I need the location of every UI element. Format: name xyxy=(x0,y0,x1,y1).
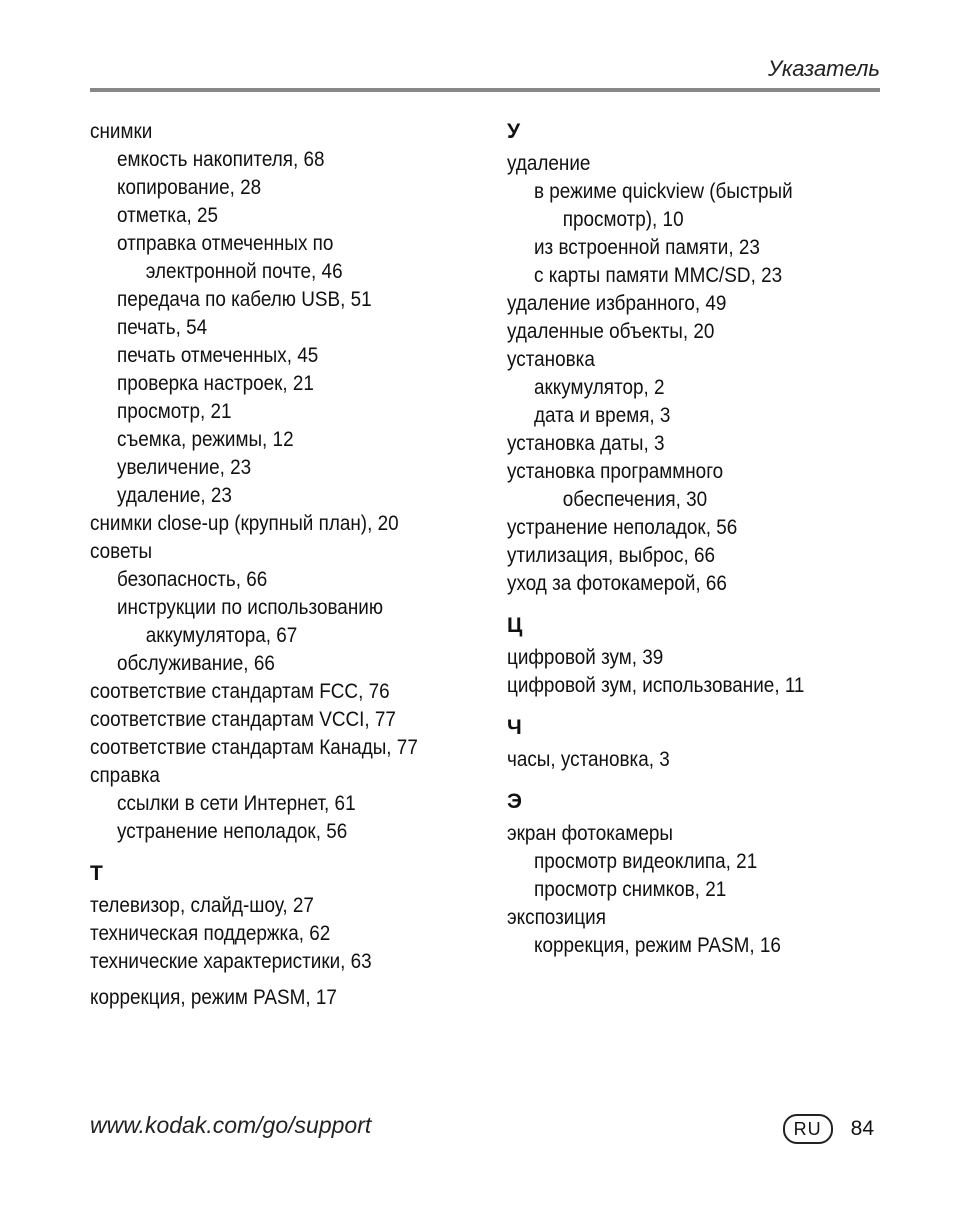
index-entry: техническая поддержка, 62 xyxy=(90,922,331,945)
index-entry: устранение неполадок, 56 xyxy=(507,516,738,539)
index-entry: справка xyxy=(90,764,160,787)
index-entry: установка программного xyxy=(507,460,724,483)
index-entry: соответствие стандартам FCC, 76 xyxy=(90,680,390,703)
index-subentry: инструкции по использованию xyxy=(117,596,384,619)
index-entry: удаление избранного, 49 xyxy=(507,292,727,315)
index-entry: установка xyxy=(507,348,595,371)
index-subentry: в режиме quickview (быстрый xyxy=(534,180,793,203)
index-subentry: удаление, 23 xyxy=(117,484,232,507)
index-entry: часы, установка, 3 xyxy=(507,748,670,771)
index-subentry: увеличение, 23 xyxy=(117,456,252,479)
index-subentry-continued: аккумулятора, 67 xyxy=(145,624,298,647)
index-subentry: дата и время, 3 xyxy=(534,404,671,427)
index-entry: удаление xyxy=(507,152,591,175)
index-entry: экран фотокамеры xyxy=(507,822,674,845)
index-subentry: коррекция, режим PASM, 16 xyxy=(534,934,781,957)
header-divider xyxy=(90,88,880,92)
index-letter-heading: Т xyxy=(90,862,103,885)
index-subentry: печать отмеченных, 45 xyxy=(117,344,319,367)
index-entry: утилизация, выброс, 66 xyxy=(507,544,715,567)
index-subentry: безопасность, 66 xyxy=(117,568,268,591)
index-subentry: из встроенной памяти, 23 xyxy=(534,236,760,259)
footer-page-info xyxy=(783,1114,874,1144)
index-letter-heading: У xyxy=(507,120,521,143)
index-entry: советы xyxy=(90,540,153,563)
index-entry: телевизор, слайд-шоу, 27 xyxy=(90,894,314,917)
index-subentry: аккумулятор, 2 xyxy=(534,376,665,399)
index-entry: уход за фотокамерой, 66 xyxy=(507,572,727,595)
index-subentry: устранение неполадок, 56 xyxy=(117,820,348,843)
index-subentry: просмотр снимков, 21 xyxy=(534,878,727,901)
index-subentry: просмотр, 21 xyxy=(117,400,232,423)
index-subentry: проверка настроек, 21 xyxy=(117,372,314,395)
support-url: www.kodak.com/go/support xyxy=(90,1112,372,1138)
index-entry: соответствие стандартам Канады, 77 xyxy=(90,736,418,759)
index-subentry: с карты памяти MMC/SD, 23 xyxy=(534,264,783,287)
index-subentry: емкость накопителя, 68 xyxy=(117,148,325,171)
index-entry: технические характеристики, 63 xyxy=(90,950,372,973)
index-subentry: передача по кабелю USB, 51 xyxy=(117,288,372,311)
index-letter-heading: Э xyxy=(507,790,522,813)
index-letter-heading: Ч xyxy=(507,716,522,739)
index-subentry: просмотр видеоклипа, 21 xyxy=(534,850,758,873)
index-subentry-continued: обеспечения, 30 xyxy=(562,488,708,511)
index-column-left xyxy=(90,118,470,1012)
index-subentry: отметка, 25 xyxy=(117,204,219,227)
index-entry: цифровой зум, 39 xyxy=(507,646,664,669)
index-entry: снимки xyxy=(90,120,153,143)
index-subentry-continued: электронной почте, 46 xyxy=(145,260,343,283)
index-entry: коррекция, режим PASM, 17 xyxy=(90,986,337,1009)
index-subentry: отправка отмеченных по xyxy=(117,232,334,255)
index-subentry: обслуживание, 66 xyxy=(117,652,275,675)
index-subentry: ссылки в сети Интернет, 61 xyxy=(117,792,356,815)
index-entry: экспозиция xyxy=(507,906,606,929)
index-subentry-continued: просмотр), 10 xyxy=(562,208,684,231)
index-entry: цифровой зум, использование, 11 xyxy=(507,674,805,697)
index-entry: соответствие стандартам VCCI, 77 xyxy=(90,708,396,731)
index-subentry: съемка, режимы, 12 xyxy=(117,428,294,451)
index-column-right xyxy=(507,118,887,960)
language-badge: RU xyxy=(783,1114,833,1144)
page-title: Указатель xyxy=(768,56,880,81)
index-subentry: копирование, 28 xyxy=(117,176,262,199)
page-number: 84 xyxy=(850,1117,874,1140)
index-entry: установка даты, 3 xyxy=(507,432,665,455)
index-entry: удаленные объекты, 20 xyxy=(507,320,715,343)
index-letter-heading: Ц xyxy=(507,614,523,637)
index-subentry: печать, 54 xyxy=(117,316,208,339)
index-entry: снимки close-up (крупный план), 20 xyxy=(90,512,399,535)
